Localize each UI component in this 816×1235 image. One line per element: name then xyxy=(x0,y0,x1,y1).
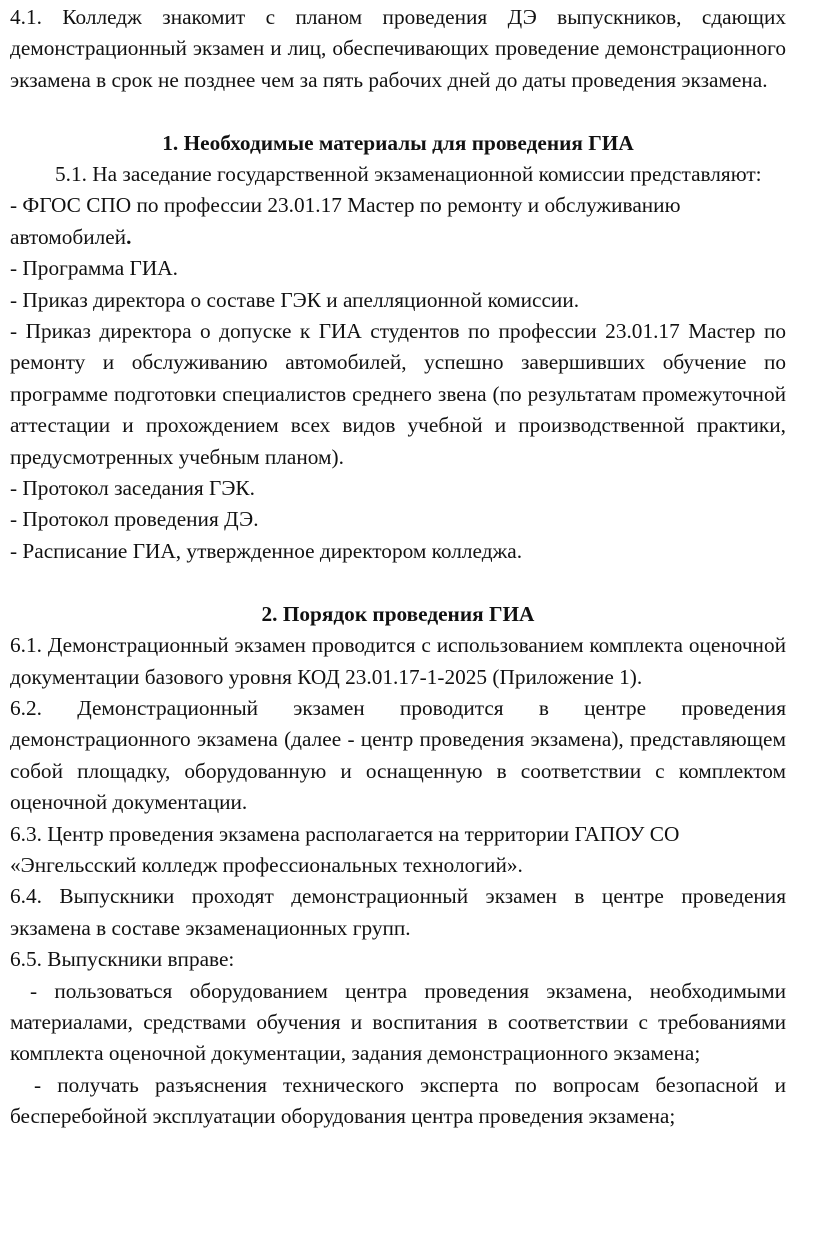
right-get-explanations: - получать разъяснения технического эксперта по вопросам безопасной и бесперебойной эксплуатации оборудования центра проведения экзамена; xyxy=(10,1072,786,1129)
section-heading-2: 2. Порядок проведения ГИА xyxy=(261,601,535,626)
list-item-program: - Программа ГИА. xyxy=(10,256,178,281)
blank-line xyxy=(10,567,786,598)
document-page xyxy=(10,2,786,1133)
list-item-fgos-dot: . xyxy=(126,224,132,249)
paragraph-6-5: 6.5. Выпускники вправе: xyxy=(10,947,235,972)
right-use-equipment: - пользоваться оборудованием центра проведения экзамена, необходимыми материалами, средствами обучения и воспитания в соответствии с требованиями комплекта оценочной документации, задания демонстрационного экзамена; xyxy=(10,978,786,1066)
paragraph-6-3-line-2: «Энгельсский колледж профессиональных технологий». xyxy=(10,852,523,877)
paragraph-6-1: 6.1. Демонстрационный экзамен проводится с использованием комплекта оценочной документации базового уровня КОД 23.01.17-1-2025 (Приложение 1). xyxy=(10,633,786,689)
paragraph-6-3-line-1: 6.3. Центр проведения экзамена располагается на территории ГАПОУ СО xyxy=(10,821,680,846)
list-item-fgos-text: - ФГОС СПО по профессии 23.01.17 Мастер по ремонту и обслуживанию автомобилей xyxy=(10,193,681,249)
paragraph-6-4: 6.4. Выпускники проходят демонстрационный экзамен в центре проведения экзамена в составе экзаменационных групп. xyxy=(10,884,786,940)
list-item-protocol-de: - Протокол проведения ДЭ. xyxy=(10,507,259,532)
paragraph-6-2: 6.2. Демонстрационный экзамен проводится в центре проведения демонстрационного экзамена (далее - центр проведения экзамена), представляющем собой площадку, оборудованную и оснащенную в соответствии с комплектом оценочной документации. xyxy=(10,695,786,815)
section-heading-1: 1. Необходимые материалы для проведения ГИА xyxy=(162,130,634,155)
list-item-order-admission: - Приказ директора о допуске к ГИА студентов по профессии 23.01.17 Мастер по ремонту и обслуживанию автомобилей, успешно завершивших обучение по программе подготовки специалистов среднего звена (по результатам промежуточной аттестации и прохождением всех видов учебной и производственной практики, предусмотренных учебным планом). xyxy=(10,319,786,469)
list-item-fgos xyxy=(10,190,786,253)
list-item-order-gek: - Приказ директора о составе ГЭК и апелляционной комиссии. xyxy=(10,287,580,312)
paragraph-5-1: 5.1. На заседание государственной экзаменационной комиссии представляют: xyxy=(55,162,762,187)
list-item-protocol-gek: - Протокол заседания ГЭК. xyxy=(10,476,255,501)
blank-line xyxy=(10,96,786,127)
paragraph-4-1: 4.1. Колледж знакомит с планом проведения ДЭ выпускников, сдающих демонстрационный экзамен и лиц, обеспечивающих проведение демонстрационного экзамена в срок не позднее чем за пять рабочих дней до даты проведения экзамена. xyxy=(10,5,786,92)
list-item-schedule: - Расписание ГИА, утвержденное директором колледжа. xyxy=(10,538,523,563)
